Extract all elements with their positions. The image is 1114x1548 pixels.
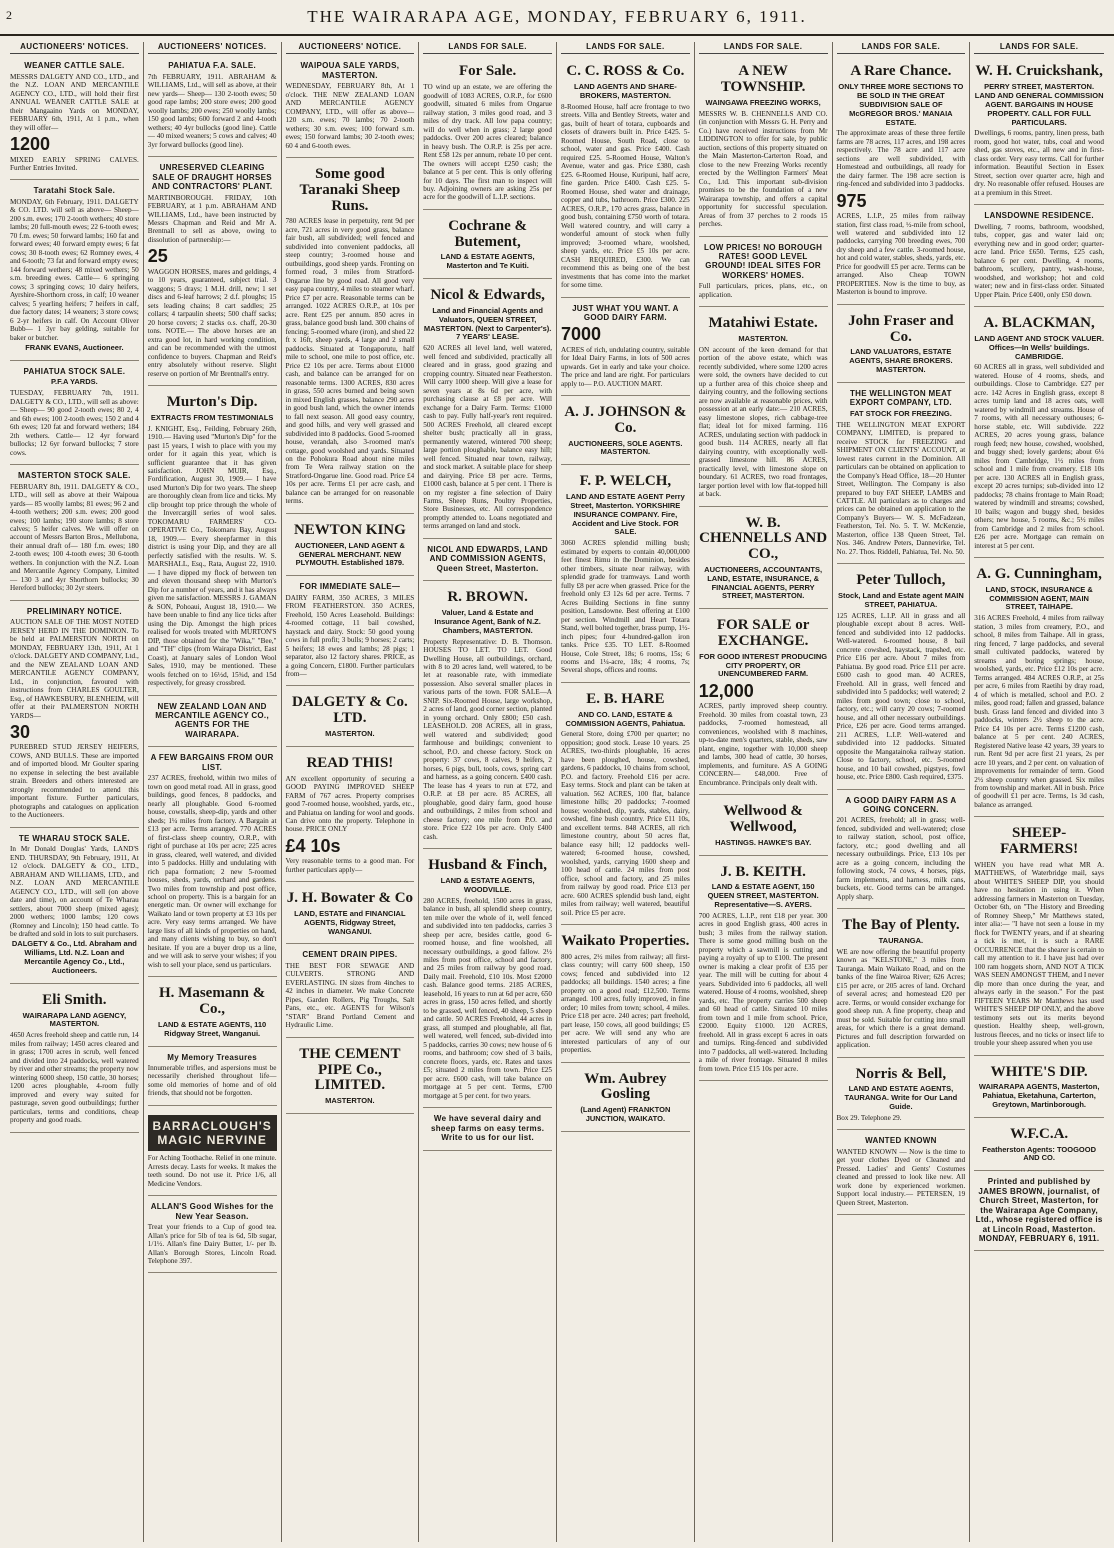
advertisement: [10, 831, 139, 984]
ad-body: General Store, doing £700 per quarter; no opposition; good stock. Lease 10 years. 25 ACRES, two-thirds ploughable, 16 acres have been ploughed, house, cowshed, gardens, 6 paddocks, 10 chains from school, P.O. and factory. Freehold £16 per acre. Easy terms. Stock and plant can be taken at valuation. 562 ACRES, 100 flat, balance limestone hills; 20 paddocks; 7-roomed house; woolshed, dip, yards, stables, dairy, cowshed, fine bush country. Price £11 10s, and excellent terms. 848 ACRES, all rich limestone country, about 50 acres flat, balance easy hill; 12 paddocks well-watered; 6-roomed house, cowshed, woolshed, yards, carrying 1600 sheep and 100 head of cattle. 24 miles from post office, school and factory, and 25 miles from railway by good road. Price £13 per acre. 600 ACRES splendid bush land, eight miles from railway; well watered, beautiful soil. Price £5 per acre.: [561, 730, 690, 917]
ad-body: ON account of the keen demand for that portion of the above estate, which was recently subdivided, where some 1200 acres were sold, the owners have decided to cut up a further area of this choice sheep and dairying country, and the following sections are now available at reasonable prices, with possession at an early date:— 210 ACRES, easy limestone slopes, rich cabbage-tree flat; ideal lot for mixed farming. 116 ACRES, undulating section with paddock in good bush. 114 ACRES, nearly all flat dairying country, with exceptionally well-grassed limestone hill. 86 ACRES, practically level, with limestone slope on boundary. 61 ACRES, two road frontages, larger portion level with low flat-topped hill at back.: [698, 345, 828, 499]
column-header: LANDS FOR SALE.: [423, 42, 552, 54]
ad-body: Box 29. Telephone 29.: [836, 1113, 902, 1122]
column-8: [970, 42, 1108, 1542]
advertisement: [148, 160, 277, 386]
ad-title: A. G. Cunningham,: [976, 566, 1102, 583]
ad-body: AUCTION SALE OF THE MOST NOTED JERSEY HERD IN THE DOMINION. To be held at PALMERSTON NORTH on MONDAY, FEBRUARY 13th, 1911, At 1 o'clock. DALGETY AND COMPANY, Ltd., and the NEW ZEALAND LOAN AND MERCANTILE AGENCY COMPANY, Ltd., in conjunction, favoured with instructions from CHARLES GOULTER, Esq., of HAWKESBURY, BLENHEIM, will offer at their PALMERSTON NORTH YARDS—: [10, 618, 139, 720]
ad-body: MESSRS DALGETY AND CO., LTD., and the N.Z. LOAN AND MERCANTILE AGENCY CO., LTD., will hold their first ANNUAL WEANER CATTLE SALE at their Mangaaino Yards on MONDAY, FEBRUARY 6th, 1911, At 1 p.m., when they will offer—: [10, 72, 139, 132]
ad-heading: NICOL AND EDWARDS, LAND AND COMMISSION AGENTS, Queen Street, Masterton.: [427, 544, 548, 573]
advertisement: [286, 58, 415, 158]
ad-subheading: MASTERTON.: [325, 1096, 375, 1105]
ad-heading: PRELIMINARY NOTICE.: [26, 606, 122, 616]
column-6: [695, 42, 833, 1542]
ad-title: H. Masemann & Co.,: [159, 985, 266, 1018]
column-7: [833, 42, 971, 1542]
ad-body: Dwellings, 6 rooms, pantry, linen press, bath room, good hot water, tubs, coal and wood shed, gas stoves, etc., all new and in first-class order. Very easy terms. Call for further information. Beautiful Section in Essex Street, section over quarter acre, high and dry. No reasonable offer refused. Houses are at a premium in this Street.: [974, 129, 1104, 197]
ad-title: A NEW TOWNSHIP.: [720, 63, 806, 96]
ad-subheading: LAND AND ESTATE AGENTS, TAURANGA. Write for Our Land Guide.: [844, 1084, 958, 1112]
ad-subheading: MASTERTON.: [738, 334, 788, 344]
ad-subheading: MASTERTON.: [325, 728, 375, 738]
advertisement: [148, 980, 277, 1046]
ad-subheading: AUCTIONEER, LAND AGENT & GENERAL MERCHANT. NEW PLYMOUTH. Established 1879.: [294, 540, 405, 568]
advertisement: [837, 793, 966, 910]
ad-subheading: (Land Agent) FRANKTON JUNCTION, WAIKATO.: [580, 1105, 671, 1123]
ad-body: 7th FEBRUARY, 1911. ABRAHAM & WILLIAMS, Ltd., will sell as above, at their new yards— Sheep— 130 2-tooth ewes; 50 good rape lambs; 200 store ewes; 200 good woolly lambs; 200 ewes; 250 woolly lambs; 150 good lambs; 600 forward 2 and 4-tooth wethers; 40 4yr bullocks (good line). Cattle— 40 mixed weaners; 5 cows and calves; 40 3yr forward bullocks (good line).: [147, 72, 277, 149]
ad-body: For Aching Toothache. Relief in one minute. Arrests decay. Lasts for weeks. It makes the teeth sound. Do not use it. Price 1/6, all Medicine Vendors.: [147, 1154, 277, 1188]
advertisement: [286, 885, 415, 944]
ad-heading: CEMENT DRAIN PIPES.: [302, 950, 398, 960]
ad-body: DAIRY FARM, 350 ACRES, 3 MILES FROM FEATHERSTON. 350 ACRES, Freehold, 150 Acres Leasehold. Buildings: 4-roomed cottage, 11 bail cowshed, haystack and dairy. Stock: 50 good young cows in full profit; 3 bulls; 9 horses; 2 carts; 5 heifers; 18 ewes and lambs; 28 pigs; 1 separator, also 12 factory shares. PRICE, as a going Concern, £1800. Further particulars from—: [285, 593, 415, 678]
ad-body: 8-Roomed House, half acre frontage to two streets. Villa and Bentley Streets, water and gas, built of heart of totara, cupboards and closets of drawers built in. Price £425. 5-Roomed House, South Road, close to school, water and gas. Price £400. Cash required £25. 5-Roomed House, Walton's Avenue, water and gas. Price £380, cash £25. 6-Roomed House, Kuripuni, half acre, fine garden. Price £400. Cash £25. 5-Roomed House, shed water and drainage, copper and tubs, bathroom. Price £300. 225 ACRES, O.R.P., 170 acres grass, balance in good bush, containing £750 worth of totara. Well watered country, and will carry a wonderful amount of stock when fully improved; 3-roomed whare, woolshed, sheep yards, etc. Price £5 10s per acre. CASH REQUIRED, £300. We can recommend this as being one of the best investments that has come into the market for some time.: [561, 102, 690, 290]
ad-heading: A FEW BARGAINS FROM OUR LIST.: [150, 753, 274, 772]
ad-body: The approximate areas of these three fertile farms are 78 acres, 117 acres, and 198 acres respectively. The 78 acre and 117 acre sections are well subdivided, with Homestead and outbuildings, all ready for the dairy farmer. The 198 acre section is ring-fenced and subdivided into 3 paddocks.: [836, 129, 966, 189]
ad-title: For Sale.: [459, 63, 517, 80]
ad-body: J. KNIGHT, Esq., Feilding, February 26th, 1910.— Having used "Murton's Dip" for the past 15 years, I wish to place with you my order for it again this year, which is sufficient guarantee that it has given satisfaction. JOHN MUIR, Esq., Fordification, August 30, 1909.— I have used Murton's Dip for two years. The sheep are thoroughly clean from lice and ticks. My clip brought top price through the whole of the Invercargill series of wool sales. TOKOMARU FARMERS' CO-OPERATIVE Co., Tokomaru Bay, August 18, 1909.— Every sheepfarmer in this district is using your Dip, and they are all perfectly satisfied with the results. W. S. MARSHALL, Esq., Rata, August 22, 1910.— I have dipped my flock of between ten and eleven thousand sheep with Murton's Dip for a number of years, and it has always given me satisfaction. MESSRS J. GAMAN & SON, Pohoaui, August 18, 1910.— We have been unable to find any lice ticks after using the Dip. Amongst the high prices realised for wools treated with MURTON'S DIP, those obtained for the "Wika," "Bee," and "TH" clips (from Wairapa District, East Coast), at January sales of London Wool Sales, 1910, may be mentioned. These wools fetched on to 16½d, 15¾d, and 15d respectively, for greasy crossbred.: [147, 424, 277, 688]
ad-signature: DALGETY & Co., Ltd. Abraham and Williams, Ltd. N.Z. Loan and Mercantile Agency Co., Ltd., Auctioneers.: [11, 939, 137, 976]
ad-body-continued: Very reasonable terms to a good man. For further particulars apply—: [285, 857, 415, 874]
ad-title: Nicol & Edwards,: [430, 287, 545, 304]
masthead: [0, 0, 1114, 36]
advertisement: [148, 1109, 277, 1196]
ad-subheading: ONLY THREE MORE SECTIONS TO BE SOLD IN THE GREAT SUBDIVISION SALE OF McGREGOR BROS.' MANAIA ESTATE.: [838, 82, 964, 127]
ad-heading: ALLAN'S Good Wishes for the New Year Season.: [150, 1202, 274, 1221]
ad-title: W.F.C.A.: [1010, 1125, 1069, 1142]
ad-body: 700 ACRES, L.I.P., rent £18 per year. 300 acres in good English grass, 400 acres in bush; 3 miles from the railway station. There is some good milling bush on the property which a sawmill is cutting and paying a royalty of up to £100. The present owner is making a clear profit of £35 per year. The mill will be cutting for about 4 years. Subdivided into 6 paddocks, all well watered. House of 4 rooms, woolshed, sheep yards, etc. The property carries 500 sheep and 60 head of cattle. Situated 10 miles from town and 1 mile from school. Price, £2000. Equity £1000. 120 ACRES, freehold. All in grass except 6 acres in oats and turnips. Ring-fenced and subdivided into 7 paddocks, all well-watered. Including a mile of river frontage. Situated 8 miles from town. Price £15 10s per acre.: [698, 911, 828, 1073]
advertisement: [286, 750, 415, 882]
ad-heading: WANTED KNOWN: [865, 1136, 937, 1146]
column-2: [144, 42, 282, 1542]
ad-body: MARTINBOROUGH. FRIDAY, 10th FEBRUARY, at 1 p.m. ABRAHAM AND WILLIAMS, Ltd., have been instructed by Messrs Chapman and Reid and Mr A. Brentnall to sell as above, owing to dissolution of partnership:—: [147, 193, 277, 244]
ad-body: WHEN you have read what MR A. MATTHEWS, of Waterbridge mail, says about WHITE'S SHEEP DIP, you should have no hesitation in using it. When addressing farmers in Masterton on Tuesday, October 6th, on "The History and Breeding of Romney Sheep," Mr Matthews stated, inter alia:— "I have not seen a louse in my flock for TWENTY years, and if at shearing a tick is met, it is such a RARE OCCURRENCE that the shearer is certain to call my attention to it. I have just had over 100 ram hoggets shorn, AND NOT A TICK WAS SEEN AMONGST THEM, and I never dip more than once during the year, and always early in the season." For the past FIFTEEN YEARS Mr Matthews has used WHITE'S SHEEP DIP ONLY, and the above testimony sets out its merits beyond question. Healthy sheep, well-grown, lustrous fleeces, and no ticks or insect life to trouble your sheep assured when you use: [974, 860, 1104, 1048]
ad-title: R. BROWN.: [447, 589, 528, 606]
advertisement: [837, 1061, 966, 1131]
column-5: [557, 42, 695, 1542]
ad-title: WHITE'S DIP.: [990, 1063, 1088, 1080]
ad-heading: A GOOD DAIRY FARM AS A GOING CONCERN.: [845, 795, 957, 814]
advertisement: [837, 567, 966, 789]
page-columns: [6, 42, 1108, 1542]
ad-heading: Taratahi Stock Sale.: [33, 186, 116, 196]
ad-subheading: Valuer, Land & Estate and Insurance Agent, Bank of N.Z. Chambers, MASTERTON.: [434, 608, 541, 635]
ad-body: 60 ACRES all in grass, well subdivided and watered. House of 4 rooms, sheds, and outbuildings. Close to Cambridge. £27 per acre. 142 Acres in English grass, except 8 acres turnip land and 18 acres oats, well watered by windmill and streams. House of 7 rooms, with all necessary outhouses; 6-horse stable, etc. Will subdivide. 222 ACRES, 20 acres young grass, balance rough feed; new house, cowshed, woolshed, and buggy shed; lovely gardens; about 6¼ miles from Cambridge, 1½ miles from school and 1 mile from creamery. £18 10s per acre. 130 ACRES all in English grass, except 20 acres turnips; sub-divided into 12 paddocks; 78 chains frontage to Main Road; watered by windmill and streams; cowshed, 10 bails; wagon and buggy shed, besides others; new house, 5 rooms, &c.; 5½ miles from Cambridge and 2 miles from school. £26 per acre. Mortgage can remain on interest at 5 per cent.: [974, 363, 1104, 550]
ad-subheading: AND CO. LAND, ESTATE & COMMISSION AGENTS, Pahiatua.: [565, 709, 686, 728]
advertisement: [974, 820, 1104, 1055]
ad-title: Cochrane & Butement,: [448, 217, 527, 250]
ad-body: Innumerable trifles, and aspersions must be necessarily cherished throughout life— some old memories of home and of old friends, that should not be forgotten.: [147, 1063, 277, 1098]
ad-body-continued: WAGGON HORSES, mares and geldings, 4 to 10 years, guaranteed, subject trial. 3 waggons; 5 drays; 1 M.H. drill, new; 1 set discs and 6-leaf harrows; 2 d.f. ploughs; 15 sets leading chains; 8 cart saddles; 25 collars; 4 tarpaulin sheets; 500 chaff sacks; 20 horse covers; 2 stacks o.s. chaff, 20-30 tons. NOTE.— The above horses are an extra good lot, in hard working condition, and can be recommended with the utmost confidence to buyers. Chapman and Reid's entry absolutely without reserve. Slight reserve on portion of Mr Brentnall's entry.: [147, 267, 277, 378]
ad-title: NEWTON KING: [293, 521, 406, 538]
ad-heading: WEANER CATTLE SALE.: [24, 61, 125, 71]
ad-title: J. H. Bowater & Co: [286, 890, 414, 907]
column-1: [6, 42, 144, 1542]
column-header: LANDS FOR SALE.: [699, 42, 828, 54]
ad-heading: LANSDOWNE RESIDENCE.: [984, 211, 1094, 221]
column-header: LANDS FOR SALE.: [974, 42, 1104, 54]
advertisement: [837, 308, 966, 383]
ad-subheading: LAND & ESTATE AGENTS, WOODVILLE.: [440, 875, 535, 894]
ad-title: Some good Taranaki Sheep Runs.: [299, 166, 401, 214]
ad-title: Waikato Properties.: [561, 933, 690, 950]
advertisement: [10, 364, 139, 465]
advertisement: [286, 161, 415, 514]
ad-body: TO wind up an estate, we are offering the goodwill of 1083 ACRES, O.R.P., for £600 goodwill, situated 6 miles from Ongarue railway station, 3 miles good road, and 3 miles of dry track. All low papa country; will do well when in grass; 2 large good paddocks. Over 200 acres cleared; balance in heavy bush. The O.R.P. is 25s per acre. Rent £58 12s per annum, rebate 10 per cent. The owners will accept £250 cash; the balance at 5 per cent. This is only offering for 10 days. The first man to inspect will buy. Adjoining owners are asking 25s per acre for the goodwill of L.I.P. sections.: [423, 83, 552, 202]
ad-title: E. B. HARE: [586, 690, 665, 707]
ad-body: TUESDAY, FEBRUARY 7th, 1911. DALGETY & CO., LTD., will sell as above:— Sheep— 90 good 2-tooth ewes; 80 2, 4 and 6th ewes; 100 2-tooth ewes; 150 2 and 4 6th ewes; 120 fat and forward wethers; 184 2th wethers. Cattle— 12 4yr forward bullocks; 12 6yr forward bullocks; 7 store cows.: [10, 389, 139, 457]
advertisement: [837, 912, 966, 1057]
ad-body: 316 ACRES Freehold, 4 miles from railway station, 3 miles from creamery, P.O., and school, 8 miles from Taihape. All in grass, ring fenced, 7 large paddocks, and several small cultivated paddocks, watered by streams and boring springs; house, woolshed, yards, etc. Price £12 10s per acre. Terms arranged. 484 ACRES O.R.P., at 25s per acre, 6 miles from Raetihi by dray road, 4 of which is metalled, school and P.O. 2 miles, good road; fallen and grassed, balance bush. Grass land fenced and divided into 3 paddocks, winters 2½ sheep to the acre. Price £4 10s per acre. Terms £1200 cash, balance at 5 per cent. 240 ACRES, Registered Native lease 42 years, 39 years to run. Rent 9d per acre first 21 years, 2s per acre 10 years, and 2 per cent. on valuation of improvements for remainder of term. Good 2½ sheep country when grassed. Six miles from township and market. All in bush. Price of goodwill £1 per acre. Terms, 1s 3d cash, balance as arranged.: [974, 614, 1104, 809]
advertisement: [10, 183, 139, 361]
ad-body: THE WELLINGTON MEAT EXPORT COMPANY, LIMITED, is prepared to receive STOCK for FREEZING and SHIPMENT ON CLIENTS' ACCOUNT, at lowest rates current in the Dominion. All particulars can be obtained on application to the Company's Head Office, 18—20 Hunter Street, Wellington. The Company is also prepared to buy FAT SHEEP, LAMBS and CATTLE. All particulars as to charges and prices can be obtained on application to the Company's Buyers— W. S. McFadzean, Featherston, Tel. No. 5. T. W. McKenzie, Masterton, office 138 Queen Street, Tel. Nos. 346. Andrew Peters, Dannevirke, Tel. No. 27. Thos. Riddell, Pahiatua, Tel. No. 50.: [836, 420, 966, 556]
advertisement: [10, 987, 139, 1133]
advertisement: [148, 1050, 277, 1106]
ad-title: Wellwood & Wellwood,: [723, 803, 803, 836]
ad-subheading: WAIRARAPA AGENTS, Masterton, Pahiatua, Eketahuna, Carterton, Greytown, Martinborough.: [978, 1082, 1100, 1110]
ad-body-continued: PUREBRED STUD JERSEY HEIFERS, COWS, AND BULLS. These are imported and of imported blood. Mr Goulter sparing no expense in selecting the best available strain. Breeders and others interested are strongly recommended to attend this important fixture. Further particulars, photographs and catalogues on application to the Auctioneers.: [10, 743, 139, 820]
ad-body: WEDNESDAY, FEBRUARY 8th, At 1 o'clock. THE NEW ZEALAND LOAN AND MERCANTILE AGENCY COMPANY, LTD., will offer as above— 120 s.m. ewes; 70 lambs; 70 2-tooth wethers; 30 s.m. ewes; 100 forward s.m. ewes; 150 forward lambs; 30 2-tooth ewes; 60 4 and 6-tooth ewes.: [285, 82, 415, 150]
ad-banner: BARRACLOUGH'S MAGIC NERVINE: [148, 1115, 277, 1151]
ad-large-figure: £4 10s: [285, 835, 341, 856]
ad-body: Dwelling, 7 rooms, bathroom, woodshed, tubs, copper, gas and water laid on; everything new and in good order; quarter-acre land. Price £650. Terms, £25 cash, balance 6 per cent. Dwelling, 4 rooms, bathroom, scullery, pantry, wash-house, woodshed, and workshop; hot and cold water; new and in first-class order. Situated Upper Plain. Price £400, only £50 down.: [974, 222, 1104, 299]
newspaper-title: THE WAIRARAPA AGE, MONDAY, FEBRUARY 6, 1911.: [307, 7, 807, 26]
ad-heading: PAHIATUA STOCK SALE.: [23, 366, 126, 376]
ad-subheading: TAURANGA.: [878, 935, 924, 945]
advertisement: [423, 282, 552, 539]
ad-heading: MASTERTON STOCK SALE.: [18, 471, 131, 481]
ad-title: J. B. KEITH.: [720, 863, 806, 880]
advertisement: [561, 301, 690, 397]
advertisement: [974, 1121, 1104, 1171]
advertisement: [148, 58, 277, 157]
ad-body: WANTED KNOWN — Now is the time to get your clothes Dyed or Cleaned and Pressed. Ladies' and Gents' Costumes cleaned and pressed to look like new. All work done by experienced workmen. Support local industry.— PETERSEN, 19 Queen Street, Masterton.: [836, 1147, 966, 1207]
ad-body: 780 ACRES lease in perpetuity, rent 9d per acre, 721 acres in very good grass, balance fair bush, all subdivided; well fenced and subdivided into convenient paddocks, all steep country; 3-roomed house and outbuildings, good sheep yards. Fronting on formed road, 3 miles from Stratford-Ongarue line by good road. All good very easy papa country, 4 miles to steamer wharf. Price £7 per acre. Reasonable terms can be arranged. 1022 ACRES O.R.P., at 10s per acre. Rent £25 per annum. 850 acres in grass, balance good bush land. 300 chains of fencing; 5-roomed whare (iron), and shed 22 ft x 16ft, sheep yards, 4 large and 2 small paddocks. Situated at Tongaporutu, half mile to school, one mile to post office, etc. Price £2 10s per acre. Terms about £1000 cash, and balance can be arranged for on reasonable terms. 1300 ACRES, 830 acres in grass, 550 acres burned and being sown in mixed English grasses, balance 290 acres in good bush land, which the owner intends to fall next season. All good easy country, and good hills, and very well grassed and subdivided into 8 paddocks. Good 5-roomed house, verandah, also 3-roomed man's cottage, good woolshed and yards. Situated on the Pohokura Road about nine miles from Te Wera railway station on the Stratford-Ongarue line. Good road. Price £4 10s per acre. Terms £1 per acre cash, and balance can be arranged for on reasonable terms.: [285, 217, 415, 506]
ad-subheading: FAT STOCK FOR FREEZING.: [849, 408, 952, 418]
advertisement: [974, 561, 1104, 817]
ad-heading: NEW ZEALAND LOAN AND MERCANTILE AGENCY CO., AGENTS FOR THE WAIRARAPA.: [155, 701, 269, 739]
column-3: [282, 42, 420, 1542]
ad-title: Murton's Dip.: [166, 393, 258, 410]
advertisement: [148, 1199, 277, 1273]
ad-subheading: LAND AND ESTATE AGENT Perry Street, Masterton. YORKSHIRE INSURANCE COMPANY. Fire, Accident and Live Stock. FOR SALE.: [565, 492, 685, 537]
ad-title: John Fraser and Co.: [848, 312, 954, 345]
advertisement: [286, 947, 415, 1037]
ad-large-figure: 975: [836, 190, 867, 211]
ad-body-continued: MIXED EARLY SPRING CALVES. Further Entries Invited.: [10, 155, 139, 172]
ad-body: Property Representative: D. B. Thomson. HOUSES TO LET. TO LET. Good Dwelling House, all outbuildings, orchard, with 8 to 20 acres land, well watered, to be let at reasonable rate, with immediate possession. Also several smaller places in various parts of the town. FOR SALE—A SNIP. Six-Roomed House, large workshop, 2 acres of land, good corner section, planted in young orchard. Only £800; £50 cash. LEASEHOLD. 208 ACRES, all in grass, well watered and subdivided; good farmhouse and buildings; convenient to school, P.O. and cheese factory. Stock on property: 37 cows, 8 calves, 9 heifers, 2 horses, 6 pigs, bull, tools, cows, spring cart and harness, as a going concern. £400 cash. The lease has 4 years to run at £72, and O.R.P. at £8 per acre. 85 ACRES, all ploughable, good dairy farm, good house and outbuildings, 2 miles from school and cheese factory; one mile from P.O. and store. Price £22 10s per acre. Only £400 cash.: [423, 637, 552, 841]
ad-body: 237 ACRES, freehold, within two miles of town on good metal road. All in grass, good buildings, good fences, 8 paddocks, and nearly all ploughable. Good 6-roomed house, cowstalls, sheep-dip, yards and other sheds; 1¼ miles from factory. A Bargain at £13 per acre. Terms arranged. 770 ACRES of first-class sheep country, O.R.P., with right of purchase at 10s per acre; 225 acres in grass, cleared, well watered, and divided into 5 paddocks. Hilly and undulating with rich papa formation; 2 new 5-roomed houses, sheds, yards, orchard and gardens. Two miles from township and post office, school on property. This is a bargain for an energetic man. Or owner will exchange for Waikato land or town property at £3 10s per acre. Very easy terms arranged. We have large lists of all kinds of properties on hand, and many clients wishing to buy, so don't hesitate. If you are a buyer drop us a line, and we will ask to serve your wishes; if you wish to sell your place, send us particulars.: [147, 774, 277, 969]
ad-subheading: LAND AGENT AND STOCK VALUER. Offices—In Wells' buildings. CAMBRIDGE.: [974, 333, 1104, 361]
ad-title: W. H. Cruickshank,: [975, 63, 1103, 80]
advertisement: [974, 1174, 1104, 1251]
ad-subheading: Stock, Land and Estate agent MAIN STREET, PAHIATUA.: [837, 591, 964, 609]
ad-title: FOR SALE or EXCHANGE.: [716, 617, 810, 649]
column-4: [419, 42, 557, 1542]
ad-subheading: AUCTIONEERS, ACCOUNTANTS, LAND, ESTATE, INSURANCE, & FINANCIAL AGENTS, PERRY STREET, MASTERTON.: [704, 564, 823, 601]
ad-subheading: Featherston Agents: TOOGOOD AND CO.: [982, 1144, 1096, 1163]
ad-subheading: AUCTIONEERS, SOLE AGENTS. MASTERTON.: [568, 438, 683, 457]
ad-title: SHEEP-FARMERS!: [1000, 825, 1079, 858]
advertisement: [837, 386, 966, 564]
ad-heading: JUST WHAT YOU WANT. A GOOD DAIRY FARM.: [572, 303, 679, 322]
advertisement: [148, 699, 277, 748]
page-number: 2: [6, 8, 12, 22]
ad-subheading: LAND AGENTS AND SHARE-BROKERS, MASTERTON.: [573, 82, 677, 101]
advertisement: [10, 58, 139, 180]
ad-body: 800 acres, 2½ miles from railway; all first-class country; will carry 600 sheep, 150 cows; fenced and subdivided into 12 paddocks; all buildings. 1540 acres; a fine property on a good road; £12,500. Terms arranged. 100 acres, fully improved, in fine order; 10 miles from town; school, 4 miles. Price £18 per acre. 240 acres; part freehold, part lease, 150 cows, all good buildings; £5 per acre. We will send any who are interested particulars of any of our properties.: [561, 952, 690, 1055]
ad-body: 3060 ACRES splendid milling bush; estimated by experts to contain 40,000,000 feet finest Rimu in the Dominion, besides other timbers, situate near railway, with splendid grade for tramways. Land worth fully £8 per acre when grassed. Price for the freehold only £3 12s 6d per acre. Terms. 7 Acres Building Sections in fine sunny position, Lansdowne. Best offering at £100 per section. Windmill and Heart Totara Stand, well bolted together, brass pump, 1½-inch pipes; four 4-hundred-gallon iron tanks. Price £35. TO LET. 8-Roomed House, Cole Street, 18s; 6 rooms, 15s; 6 rooms and 1¼-acre, 18s; 4 rooms, 7s; Several shops, offices and rooms.: [561, 539, 690, 675]
advertisement: [699, 310, 828, 506]
ad-body: 4650 Acres freehold sheep and cattle run, 14 miles from railway; 1450 acres cleared and in grass; 1700 acres in scrub, well fenced and divided into 24 paddocks, well watered by river and other streams; the property now wintering 6000 sheep, 150 cattle, 30 horses; 1200 acres ploughable, 4-room fully improved and every way suited for pasturage, seven good outbuildings; further particulars, terms and conditions, cheap property and good roads.: [10, 1031, 139, 1125]
advertisement: [699, 859, 828, 1081]
advertisement: [974, 58, 1104, 205]
ad-title: Peter Tulloch,: [856, 572, 946, 589]
ad-large-figure: 12,000: [698, 681, 754, 702]
ad-title: Matahiwi Estate.: [708, 315, 818, 332]
advertisement: [10, 604, 139, 828]
advertisement: [837, 1133, 966, 1215]
ad-title: THE CEMENT PIPE Co., LIMITED.: [299, 1045, 401, 1094]
ad-title: Wm. Aubrey Gosling: [584, 1070, 667, 1103]
ad-title: The Bay of Plenty.: [842, 917, 960, 934]
ad-subheading: HASTINGS. HAWKE'S BAY.: [715, 837, 812, 847]
advertisement: [699, 510, 828, 610]
advertisement: [974, 208, 1104, 307]
advertisement: [974, 1059, 1104, 1118]
ad-body-continued: ACRES of rich, undulating country, suitable for Ideal Dairy Farms, in lots of 500 acres upwards. Get in early and take your choice. The price and land are right. For particulars apply to— P.O. AUCTION MART.: [561, 345, 690, 388]
advertisement: [699, 798, 828, 855]
ad-large-figure: 25: [147, 246, 168, 267]
ad-title: W. B. CHENNELLS AND CO.,: [699, 514, 828, 563]
column-header: LANDS FOR SALE.: [837, 42, 966, 54]
ad-subheading: WAIRARAPA LAND AGENCY, MASTERTON.: [22, 1010, 127, 1029]
advertisement: [148, 750, 277, 977]
ad-title: DALGETY & Co. LTD.: [292, 694, 408, 727]
advertisement: [837, 58, 966, 304]
ad-heading: Printed and published by JAMES BROWN, journalist, of Church Street, Masterton, for the Wairarapa Age Company, Ltd., whose registered office is at Lincoln Road, Masterton. MONDAY, FEBRUARY 6, 1911.: [975, 1177, 1103, 1243]
ad-heading: THE WELLINGTON MEAT EXPORT COMPANY, LTD.: [849, 388, 952, 408]
advertisement: [148, 389, 277, 696]
ad-body: 125 ACRES, L.I.P. All in grass and all ploughable except about 8 acres. Well-fenced and subdivided into 12 paddocks. Well-watered. 6-roomed house, 8 bail concrete cowshed, haystack, trapshed, etc. Price £16 per acre. About 7 miles from Pahiatua. By good road. Price £11 per acre. £600 cash to good man. 40 ACRES, Freehold. All in grass, well fenced and subdivided into 5 paddocks; well watered; 2 miles from good town; close to school, factory, etc.; will carry 20 cows; 7-roomed house, and all other necessary outbuildings. Price, £26 per acre. Good terms arranged. 211 ACRES, L.I.P. Well-watered and subdivided into 12 paddocks. Situated opposite the Mangatainoka railway station. Close to factory, school, etc. 5-roomed house, and 10 bail cowshed, pigstyes, fowl house, etc. Price £800. Cash required, £375.: [836, 611, 966, 782]
advertisement: [561, 928, 690, 1063]
ad-title: Husband & Finch,: [428, 857, 548, 874]
ad-title: Norris & Bell,: [855, 1065, 947, 1082]
ad-body: MONDAY, 6th February, 1911. DALGETY & CO. LTD. will sell as above— Sheep— 200 s.m. ewes; 170 2-tooth wethers; 40 store lambs; 20 full-mouth ewes; 22 6-tooth ewes; 70 f.m. ewes; 50 forward lambs; 160 fat and forward ewes; 40 forward empty ewes; 6 fat cows; 30 8-tooth ewes; 62 Romney ewes, 4 and 6-tooth; 73 fat and forward empty ewes; 144 forward wethers; 48 mixed wethers; 50 s.m. breeding ewes. Cattle— 6 springing cows; 3 springing cows; 10 dairy heifers, Ayrshire-Shorthorn cross, in calf; 10 weaner calves; 5 yearling heifers; 7 heifers in calf, due factory dates; 14 weaners; 3 store cows; 6 2-yr heifers in calf. On Account Oliver Bubb— 1 3yr bay gelding, suitable for baker or butcher.: [10, 197, 139, 342]
advertisement: [561, 58, 690, 297]
advertisement: [286, 689, 415, 746]
ad-subheading: Land and Financial Agents and Valuators, QUEEN STREET, MASTERTON. (Next to Carpenter's). 7 YEARS' LEASE.: [423, 305, 552, 342]
ad-subheading: LAND VALUATORS, ESTATE AGENTS, SHARE BROKERS. MASTERTON.: [849, 347, 953, 375]
ad-subheading: P.F.A YARDS.: [51, 377, 98, 387]
column-header: LANDS FOR SALE.: [561, 42, 690, 54]
ad-body: Full particulars, prices, plans, etc., on application.: [698, 282, 828, 299]
ad-title: Eli Smith.: [42, 991, 107, 1008]
ad-body-continued: ACRES, L.I.P., 25 miles from railway station, first class road, ½-mile from school, well watered and subdivided into 12 paddocks, carrying 700 breeding ewes, 700 dry sheep and a few cattle. 3-roomed house, hot and cold water, stables, sheds, yards, etc. Price for goodwill £5 per acre. Terms can be arranged. Also Cheap TOWN PROPERTIES. Now is the time to buy, as Masterton is bound to improve.: [836, 212, 966, 297]
ad-body: FEBRUARY 8th, 1911. DALGETY & CO., LTD., will sell as above at their Waipoua yards— 85 woolly lambs; 81 ewes; 96 2 and 4-tooth wethers; 200 s.m. ewes; 200 good ewes; 100 lambs; 190 store lambs; 8 store calves; 5 heifer calves. We will offer on account of Messrs Barton Bros., Mellubona, their annual draft of— 180 f.m. ewes; 180 2-tooth ewes; 100 4-tooth ewes; 30 6-tooth wethers. In conjunction with the N.Z. Loan and Mercantile Agency Company, Limited— 130 3 and 4yr Shorthorn bullocks; 30 Hereford bullocks; 30 2yr steers.: [10, 482, 139, 593]
ad-body: In Mr Donald Douglas' Yards, LAND'S END. THURSDAY, 9th February, 1911, At 12 o'clock. DALGETY & CO., LTD., ABRAHAM AND WILLIAMS, LTD., and N.Z. LOAN AND MERCANTILE AGENCY CO., LTD., will sell (on above date and time), on account of Te Wharau settlers, about 7000 sheep (mixed ages); 2000 wethers; 1000 lambs; 120 cows (Romney and Lincoln); 150 head cattle. To be drafted and sold in lots to suit purchasers.: [10, 845, 139, 938]
ad-large-figure: 30: [10, 722, 31, 743]
ad-subheading: LAND, STOCK, INSURANCE & COMMISSION AGENT, MAIN STREET, TAIHAPE.: [985, 584, 1093, 612]
advertisement: [974, 310, 1104, 558]
ad-subheading: FOR GOOD INTEREST PRODUCING CITY PROPERTY, OR UNENCUMBERED FARM.: [699, 651, 828, 679]
ad-title: C. C. ROSS & Co.: [566, 63, 685, 80]
ad-large-figure: 1200: [10, 134, 51, 155]
ad-subheading: LAND & ESTATE AGENTS, Masterton and Te Kuiti.: [440, 252, 535, 271]
ad-heading: My Memory Treasures: [167, 1052, 257, 1062]
ad-body: THE BEST FOR SEWAGE AND CULVERTS. STRONG AND EVERLASTING. IN sizes from 4inches to 42 inches in diameter. We make Concrete Pipes, Garden Rollers, Pig Troughs, Salt Pans, etc., etc. AGENTS for Wilson's "STAR" Brand Portland Cement and Hydraulic Lime.: [285, 961, 415, 1030]
advertisement: [286, 517, 415, 576]
ad-body: 201 ACRES, freehold; all in grass; well-fenced, subdivided and well-watered; close to railway station, school, post office, factory, etc.; good dwelling and all necessary outbuildings. Price, £13 10s per acre as a going concern, including the following stock, 74 cows, 4 horses, pigs, farm implements, and harness, milk cans, buckets, etc. Good terms can be arranged. Apply sharp.: [836, 816, 966, 901]
column-header: AUCTIONEERS' NOTICE.: [286, 42, 415, 54]
advertisement: [561, 686, 690, 925]
ad-body: 280 ACRES, freehold, 1500 acres in grass, balance in bush, all splendid sheep country, ten mile over the whole of it, well fenced and subdivided into ten paddocks, carries 3 sheep per acre, besides cattle, good 6-roomed house, and fine woolshed, all necessary outbuildings, a good fallow. 2½ miles from post office, school and factory, and 25 miles from railway by good road. Daily mail. Freehold, £10 10s. Most £2000 cash. Balance good terms. 2185 ACRES, leasehold, 16 years to run at 6d per acre, 650 acres in grass, 150 acres felled, and shortly to be grassed, well fenced, 40 sheep, 5 sheep and cattle. 50 ACRES Freehold, 44 acres in grass, all stumped and ploughable, all flat, well watered, well fenced, sub-divided into 5 paddocks, carries 30 cows; new house of 6 rooms, and bathroom; cow shed of 3 bails, concrete floors, yards, etc. Rates and taxes £5; situated 2 miles from town. Price £25 per acre. £600 cash, will take balance on mortgage at 5 per cent. Terms, £700 mortgage at 5 per cent. for two years.: [423, 896, 552, 1100]
advertisement: [699, 58, 828, 236]
advertisement: [423, 58, 552, 210]
ad-heading: WAIPOUA SALE YARDS, MASTERTON.: [300, 61, 400, 80]
advertisement: [286, 579, 415, 686]
ad-heading: We have several dairy and sheep farms on easy terms. Write to us for our list.: [431, 1114, 545, 1143]
ad-heading: UNRESERVED CLEARING SALE OF DRAUGHT HORSES AND CONTRACTORS' PLANT.: [151, 163, 273, 192]
ad-heading: TE WHARAU STOCK SALE.: [18, 833, 130, 843]
ad-subheading: LAND, ESTATE and FINANCIAL AGENTS, Ridgway Street, WANGANUI.: [294, 908, 406, 936]
ad-heading: PAHIATUA F.A. SALE.: [168, 61, 257, 71]
advertisement: [10, 468, 139, 601]
ad-heading: FOR IMMEDIATE SALE—: [299, 582, 401, 592]
ad-body: AN excellent opportunity of securing a GOOD PAYING IMPROVED SHEEP FARM of 767 acres. Property comprises good 7-roomed house, woolshed, yards, etc., and Pahiatua on landing for wool and goods. Can drive onto the property. Telephone in house. PRICE ONLY: [285, 774, 415, 834]
ad-subheading: LAND & ESTATE AGENT, 150 QUEEN STREET, MASTERTON. Representative—S. AYERS.: [707, 882, 819, 910]
ad-body: 620 ACRES all level land, well watered, well fenced and subdivided, practically all cleared and in grass, good grazing and cropping country. Situated near Featherston. Will carry 1000 sheep. Will give a lease for seven years at 8s 6d per acre, with purchasing clause at £8 per acre. Will exchange for a Dairy Farm. Terms: £1000 cash to pay. Fully half-year's rent required. 500 ACRES Freehold, all cleared except shelter bush; practically all in grass, permanently watered, wintered 700 sheep; large portion ploughable, balance easy hill; well fenced. Situated near town, railway, and stock market. A suitable place for sheep and dairying. Price £8 per acre. Terms, £1000 cash, balance at 5 per cent. 1 There is on my register a fine selection of Dairy Farms, Sheep Runs, Poultry Properties, Store Businesses, etc. All correspondence promptly attended to. Loans negotiated and terms arranged on land and stock.: [423, 344, 552, 531]
advertisement: [423, 584, 552, 849]
ad-title: F. P. WELCH,: [579, 473, 672, 490]
advertisement: [423, 852, 552, 1108]
advertisement: [423, 213, 552, 279]
ad-subheading: LAND & ESTATE AGENTS, 110 Ridgway Street, Wanganui.: [158, 1019, 267, 1038]
ad-body: MESSRS W. B. CHENNELLS AND CO. (in conjunction with Messrs G. H. Perry and Co.) have received instructions from Mr LIDDINGTON to offer for sale, by public auction, sections of this property situated on the Main Masterton-Carterton Road, and close to the new Freezing Works recently erected by the Wellington Farmers' Meat Co., Ltd. This important sub-division promises to be the foundation of a new Wairarapa township, and offers a capital opportunity for successful speculation. Areas of from 37 perches to 2 roods 15 perches.: [698, 109, 828, 229]
column-header: AUCTIONEERS' NOTICES.: [10, 42, 139, 54]
advertisement: [423, 1111, 552, 1150]
advertisement: [561, 399, 690, 465]
advertisement: [423, 542, 552, 581]
ad-subheading: PERRY STREET, MASTERTON. LAND AND GENERAL COMMISSION AGENT. BARGAINS IN HOUSE PROPERTY. CALL FOR FULL PARTICULARS.: [974, 82, 1104, 127]
advertisement: [699, 612, 828, 795]
ad-title: A Rare Chance.: [850, 63, 952, 80]
ad-heading: LOW PRICES! NO BOROUGH RATES! GOOD LEVEL GROUND! IDEAL SITES FOR WORKERS' HOMES.: [704, 242, 823, 280]
ad-title: A. BLACKMAN,: [983, 315, 1095, 332]
advertisement: [286, 1041, 415, 1114]
advertisement: [699, 240, 828, 308]
column-header: AUCTIONEERS' NOTICES.: [148, 42, 277, 54]
ad-body: Treat your friends to a Cup of good tea. Allan's price for 5lb of tea is 6d, 5lb sugar, 1/1½. Allan's fine Dairy Butter, 1/- per lb. Allan's Borough Stores, Lincoln Road. Telephone 397.: [147, 1223, 277, 1265]
advertisement: [561, 1066, 690, 1132]
ad-body-continued: ACRES, partly improved sheep country. Freehold. 30 miles from coastal town, 23 paddocks, 7-roomed homestead, all conveniences, woolshed with 8 machines, up-to-date men's quarters, stable, sheds, saw plant, engine, together with 10,000 sheep and lambs, 300 head of cattle, 30 horses, implements, and furniture. AS A GOING CONCERN— £48,000. Free of Encumbrance. Principals only dealt with.: [698, 702, 828, 787]
ad-title: READ THIS!: [306, 754, 394, 771]
ad-large-figure: 7000: [561, 324, 602, 345]
ad-body: WE are now offering the beautiful property known as "KELSTONE," 3 miles from Tauranga. Main Waikato Road, and on the banks of the fine Wairoa River; 626 Acres; £15 per acre, or 205 acres of land. Orchard of several acres; and homestead £20 per acre. Terms, or would consider exchange for good sheep run. A fine property, cheap and must be sold. Suitable for cutting into small areas, for which there is a great demand. Pictures and full description forwarded on application.: [836, 947, 966, 1050]
ad-subheading: EXTRACTS FROM TESTIMONIALS: [150, 412, 274, 422]
advertisement: [561, 468, 690, 683]
ad-title: A. J. JOHNSON & Co.: [564, 404, 687, 436]
ad-signature: FRANK EVANS, Auctioneer.: [25, 343, 124, 353]
ad-subheading: WAINGAWA FREEZING WORKS,: [705, 97, 821, 107]
